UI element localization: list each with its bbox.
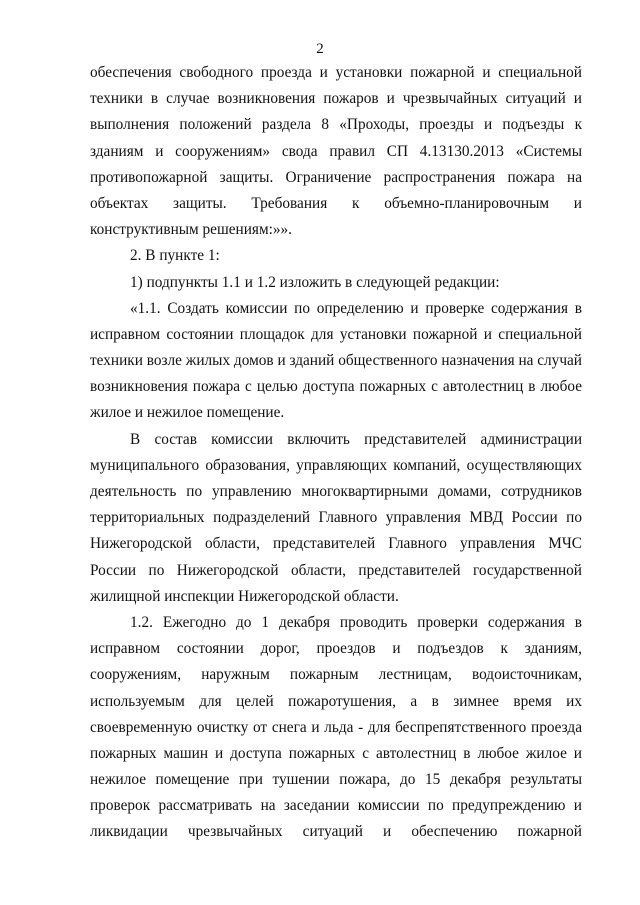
text-line: исправном состоянии площадок для установки пожарной и специальной [90, 325, 582, 343]
text-line: техники в случае возникновения пожаров и чрезвычайных ситуаций и [90, 90, 582, 108]
text-line: сооружениям, наружным пожарным лестницам, водоисточникам, [90, 666, 582, 684]
text-line: обеспечения свободного проезда и установки пожарной и специальной [90, 64, 582, 81]
text-line: зданиям и сооружениям» свода правил СП 4.13130.2013 «Системы [90, 142, 582, 160]
text-line: ликвидации чрезвычайных ситуаций и обеспечению пожарной [90, 823, 582, 841]
text-line: жилищной инспекции Нижегородской области. [90, 587, 399, 605]
text-line: исправном состоянии дорог, проездов и подъездов к зданиям, [90, 640, 582, 658]
text-line: В состав комиссии включить представителей администрации [130, 430, 582, 448]
text-line: 1) подпункты 1.1 и 1.2 изложить в следующей редакции: [130, 273, 500, 291]
text-line: техники возле жилых домов и зданий общественного назначения на случай [90, 352, 582, 370]
text-line: 2. В пункте 1: [130, 247, 220, 265]
text-line: выполнения положений раздела 8 «Проходы, проезды и подъезды к [90, 116, 582, 134]
text-line: территориальных подразделений Главного управления МВД России по [90, 509, 582, 527]
text-line: жилое и нежилое помещение. [90, 404, 285, 422]
text-line: возникновения пожара с целью доступа пожарных с автолестниц в любое [90, 378, 582, 396]
body-text [90, 60, 582, 846]
text-line: пожарных машин и доступа пожарных с автолестниц в любое жилое и [90, 744, 582, 762]
text-line: используемым для целей пожаротушения, а в зимнее время их [90, 692, 582, 710]
text-line: конструктивным решениям:»». [90, 221, 293, 239]
text-line: «1.1. Создать комиссии по определению и проверке содержания в [130, 299, 582, 317]
text-line: 1.2. Ежегодно до 1 декабря проводить проверки содержания в [130, 613, 582, 631]
page-number: 2 [316, 41, 324, 57]
text-line: деятельность по управлению многоквартирными домами, сотрудников [90, 483, 582, 500]
text-line: противопожарной защиты. Ограничение распространения пожара на [90, 168, 582, 186]
text-line: проверок рассматривать на заседании комиссии по предупреждению и [90, 797, 582, 815]
text-line: России по Нижегородской области, представителей государственной [90, 561, 582, 579]
text-line: нежилое помещение при тушении пожара, до 15 декабря результаты [90, 771, 582, 789]
text-line: муниципального образования, управляющих компаний, осуществляющих [90, 456, 582, 474]
text-line: объектах защиты. Требования к объемно-планировочным и [90, 194, 582, 212]
text-line: своевременную очистку от снега и льда - для беспрепятственного проезда [90, 718, 582, 736]
text-line: Нижегородской области, представителей Главного управления МЧС [90, 535, 582, 553]
